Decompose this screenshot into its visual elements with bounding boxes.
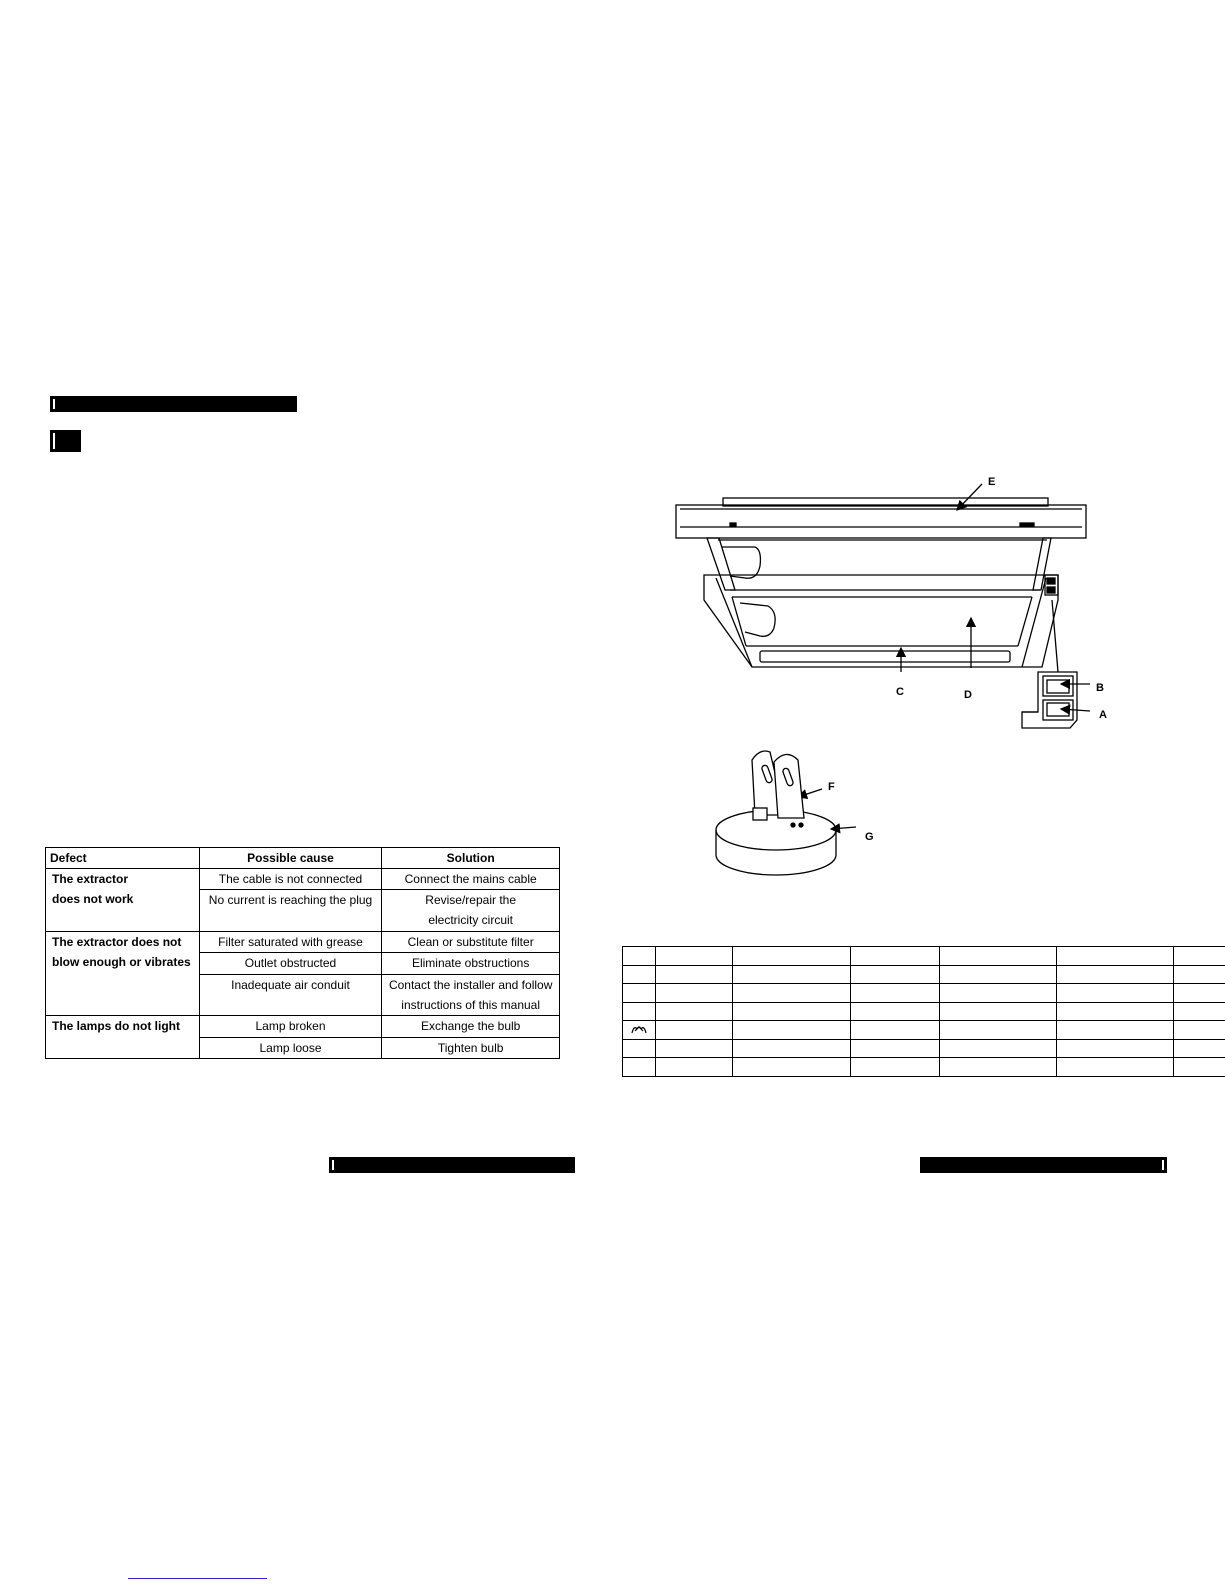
hood-illustration	[676, 498, 1086, 728]
defect-text: The extractor does not	[52, 934, 182, 949]
defect-text: blow enough or vibrates	[52, 954, 191, 969]
label-e: E	[988, 476, 996, 488]
table-row	[623, 1058, 1225, 1077]
defect-cell	[46, 1016, 200, 1059]
column-header-cause: Possible cause	[199, 848, 382, 869]
defect-text: The extractor	[52, 872, 129, 886]
footer-bar-right	[920, 1157, 1167, 1173]
defect-text: The lamps do not light	[52, 1019, 180, 1034]
cause-cell: The cable is not connected	[199, 869, 382, 890]
table-row	[623, 1039, 1225, 1058]
cause-cell: Outlet obstructed	[199, 953, 382, 974]
solution-cell: Tighten bulb	[382, 1037, 560, 1058]
defect-cell	[46, 931, 200, 1015]
solution-text: Revise/repair the	[425, 893, 517, 908]
column-header-solution: Solution	[382, 848, 560, 869]
label-g: G	[865, 831, 874, 843]
filter-illustration	[716, 751, 836, 875]
label-f: F	[828, 781, 835, 793]
solution-cell: Eliminate obstructions	[382, 953, 560, 974]
table-row	[623, 1021, 1225, 1040]
link-underline[interactable]	[128, 1578, 267, 1579]
table-row	[46, 931, 560, 952]
label-c: C	[896, 686, 904, 698]
table-row	[46, 1016, 560, 1037]
cause-cell: Lamp broken	[199, 1016, 382, 1037]
fan-icon-cell	[623, 1021, 656, 1040]
solution-text: Contact the installer and follow	[388, 977, 553, 992]
table-row	[623, 965, 1225, 984]
cause-cell: Filter saturated with grease	[199, 931, 382, 952]
solution-cell: Exchange the bulb	[382, 1016, 560, 1037]
solution-text: electricity circuit	[428, 913, 513, 928]
solution-cell: Clean or substitute filter	[382, 931, 560, 952]
fan-icon	[630, 1023, 648, 1035]
cause-cell: Lamp loose	[199, 1037, 382, 1058]
solution-text: instructions of this manual	[401, 997, 541, 1012]
spec-table	[622, 946, 1225, 1077]
solution-cell	[382, 974, 560, 1016]
footer-bar-left	[329, 1157, 575, 1173]
table-row	[623, 1002, 1225, 1021]
cause-cell: No current is reaching the plug	[199, 890, 382, 932]
column-header-defect: Defect	[46, 848, 200, 869]
label-d: D	[964, 689, 972, 701]
solution-cell: Connect the mains cable	[382, 869, 560, 890]
label-b: B	[1096, 682, 1104, 694]
cause-cell: Inadequate air conduit	[199, 974, 382, 1016]
table-row	[623, 947, 1225, 966]
defect-text: does not work	[52, 892, 134, 906]
label-a: A	[1099, 709, 1107, 721]
table-row	[623, 984, 1225, 1003]
